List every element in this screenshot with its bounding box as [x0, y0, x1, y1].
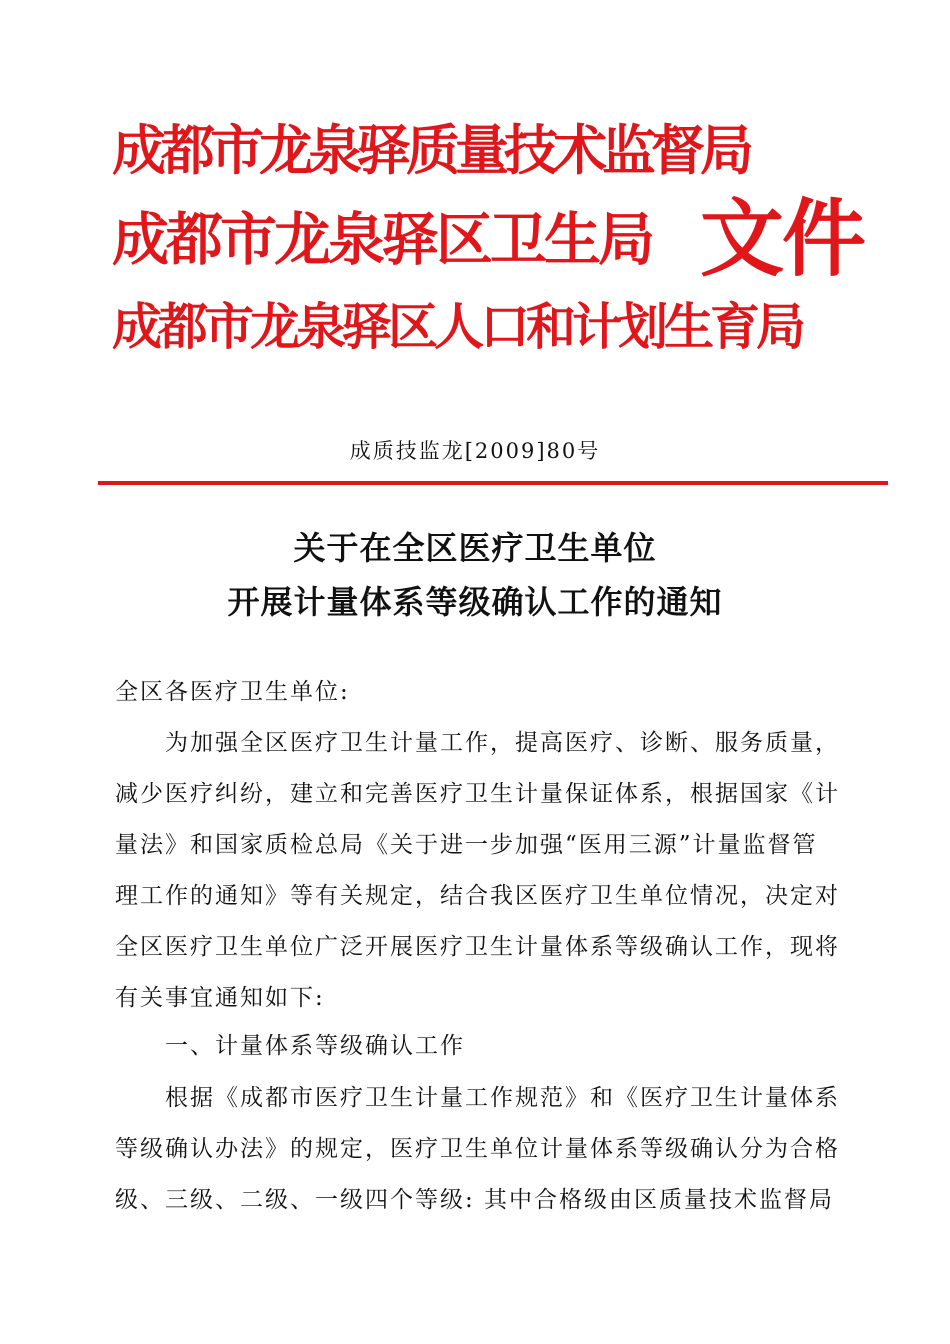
body-line: 级、三级、二级、一级四个等级: 其中合格级由区质量技术监督局	[115, 1187, 835, 1213]
document-number: 成质技监龙[2009]80号	[349, 439, 601, 463]
document-word: 文件	[700, 189, 865, 288]
body-line: 有关事宜通知如下:	[115, 985, 325, 1011]
body-line: 全区医疗卫生单位广泛开展医疗卫生计量体系等级确认工作，现将	[115, 934, 840, 960]
body-line: 减少医疗纠纷，建立和完善医疗卫生计量保证体系，根据国家《计	[115, 781, 840, 807]
body-line: 根据《成都市医疗卫生计量工作规范》和《医疗卫生计量体系	[115, 1085, 840, 1111]
body-line: 量法》和国家质检总局《关于进一步加强“医用三源”计量监督管	[115, 832, 818, 858]
body-line: 理工作的通知》等有关规定，结合我区医疗卫生单位情况，决定对	[115, 883, 840, 909]
title-line-2: 开展计量体系等级确认工作的通知	[227, 583, 723, 621]
issuer-line-2: 成都市龙泉驿区卫生局	[112, 207, 652, 273]
body-line: 等级确认办法》的规定，医疗卫生单位计量体系等级确认分为合格	[115, 1136, 840, 1162]
salutation: 全区各医疗卫生单位:	[115, 679, 350, 705]
issuer-line-1: 成都市龙泉驿质量技术监督局	[112, 119, 749, 182]
section-heading: 一、计量体系等级确认工作	[115, 1033, 465, 1059]
title-line-1: 关于在全区医疗卫生单位	[293, 529, 657, 567]
body-line: 为加强全区医疗卫生计量工作，提高医疗、诊断、服务质量，	[115, 730, 840, 756]
issuer-line-3: 成都市龙泉驿区人口和计划生育局	[112, 298, 802, 356]
red-divider	[98, 481, 888, 485]
